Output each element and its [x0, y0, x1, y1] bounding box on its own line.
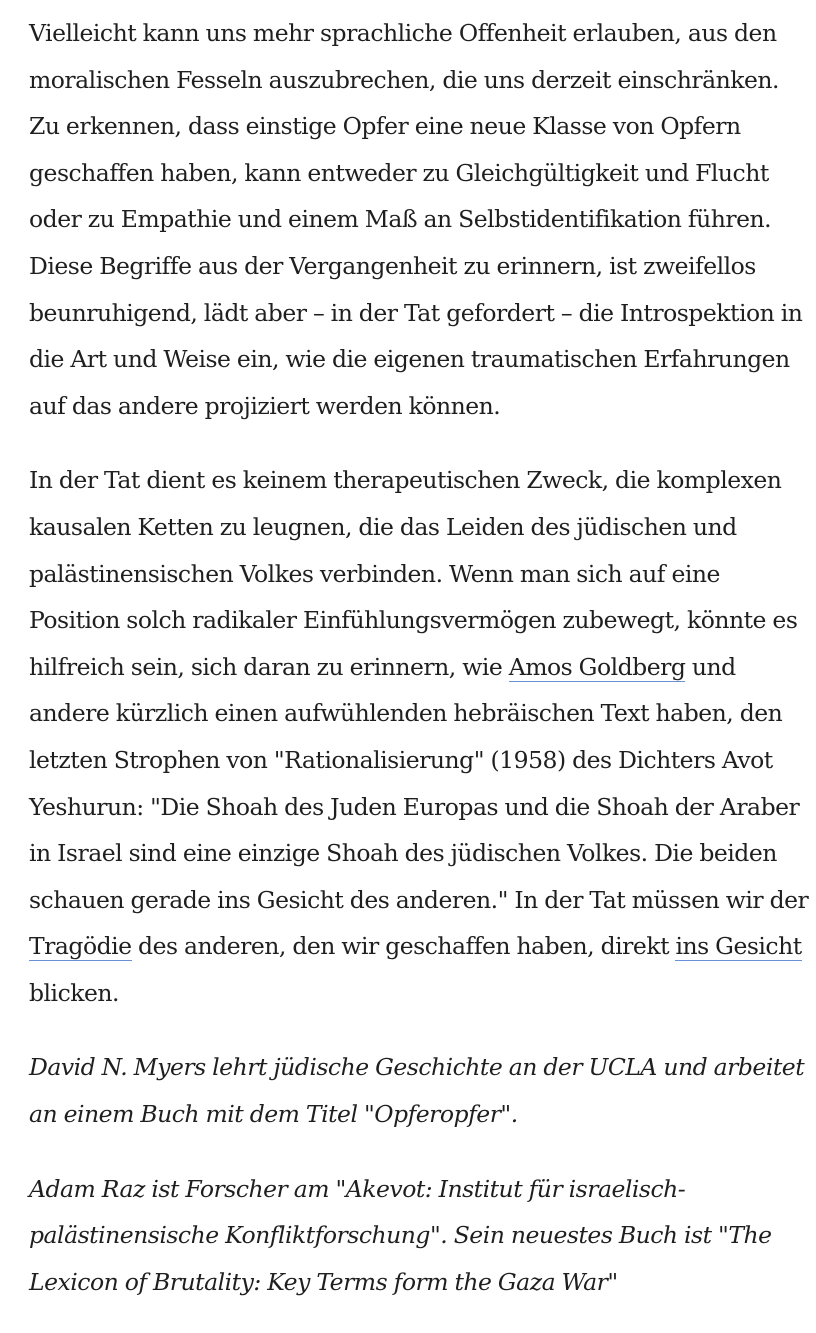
author-bio-raz: Adam Raz ist Forscher am "Akevot: Institut für israelisch-palästinensische Konfliktforschung". Sein neuestes Buch ist "The Lexicon of Brutality: Key Terms form the Gaza War" [29, 1174, 772, 1296]
article-body [29, 10, 815, 1333]
link-ins-gesicht[interactable]: ins Gesicht [675, 932, 802, 961]
paragraph-main [29, 457, 815, 1016]
link-amos-goldberg[interactable]: Amos Goldberg [508, 652, 686, 681]
paragraph-text-segment: des anderen, den wir geschaffen haben, direkt [131, 932, 676, 961]
paragraph-text-segment: und andere kürzlich einen aufwühlenden hebräischen Text haben, den letzten Strophen von "Rationalisierung" (1958) des Dichters Avot Yeshurun: "Die Shoah des Juden Europas und die Shoah der Araber in Israel sind eine einzige Shoah des jüdischen Volkes. Die beiden schauen gerade ins Gesicht des anderen." In der Tat müssen wir der [29, 652, 809, 914]
author-bio-myers: David N. Myers lehrt jüdische Geschichte an der UCLA und arbeitet an einem Buch mit dem Titel "Opferopfer". [29, 1053, 805, 1129]
paragraph-text-segment: In der Tat dient es keinem therapeutischen Zweck, die komplexen kausalen Ketten zu leugnen, die das Leiden des jüdischen und palästinensischen Volkes verbinden. Wenn man sich auf eine Position solch radikaler Einfühlungsvermögen zubewegt, könnte es hilfreich sein, sich daran zu erinnern, wie [29, 466, 798, 681]
paragraph-text-segment: blicken. [29, 978, 119, 1007]
paragraph-intro: Vielleicht kann uns mehr sprachliche Offenheit erlauben, aus den moralischen Fesseln auszubrechen, die uns derzeit einschränken. Zu erkennen, dass einstige Opfer eine neue Klasse von Opfern geschaffen haben, kann entweder zu Gleichgültigkeit und Flucht oder zu Empathie und einem Maß an Selbstidentifikation führen. Diese Begriffe aus der Vergangenheit zu erinnern, ist zweifellos beunruhigend, lädt aber – in der Tat gefordert – die Introspektion in die Art und Weise ein, wie die eigenen traumatischen Erfahrungen auf das andere projiziert werden können. [29, 19, 803, 420]
link-tragoedie[interactable]: Tragödie [29, 932, 132, 961]
